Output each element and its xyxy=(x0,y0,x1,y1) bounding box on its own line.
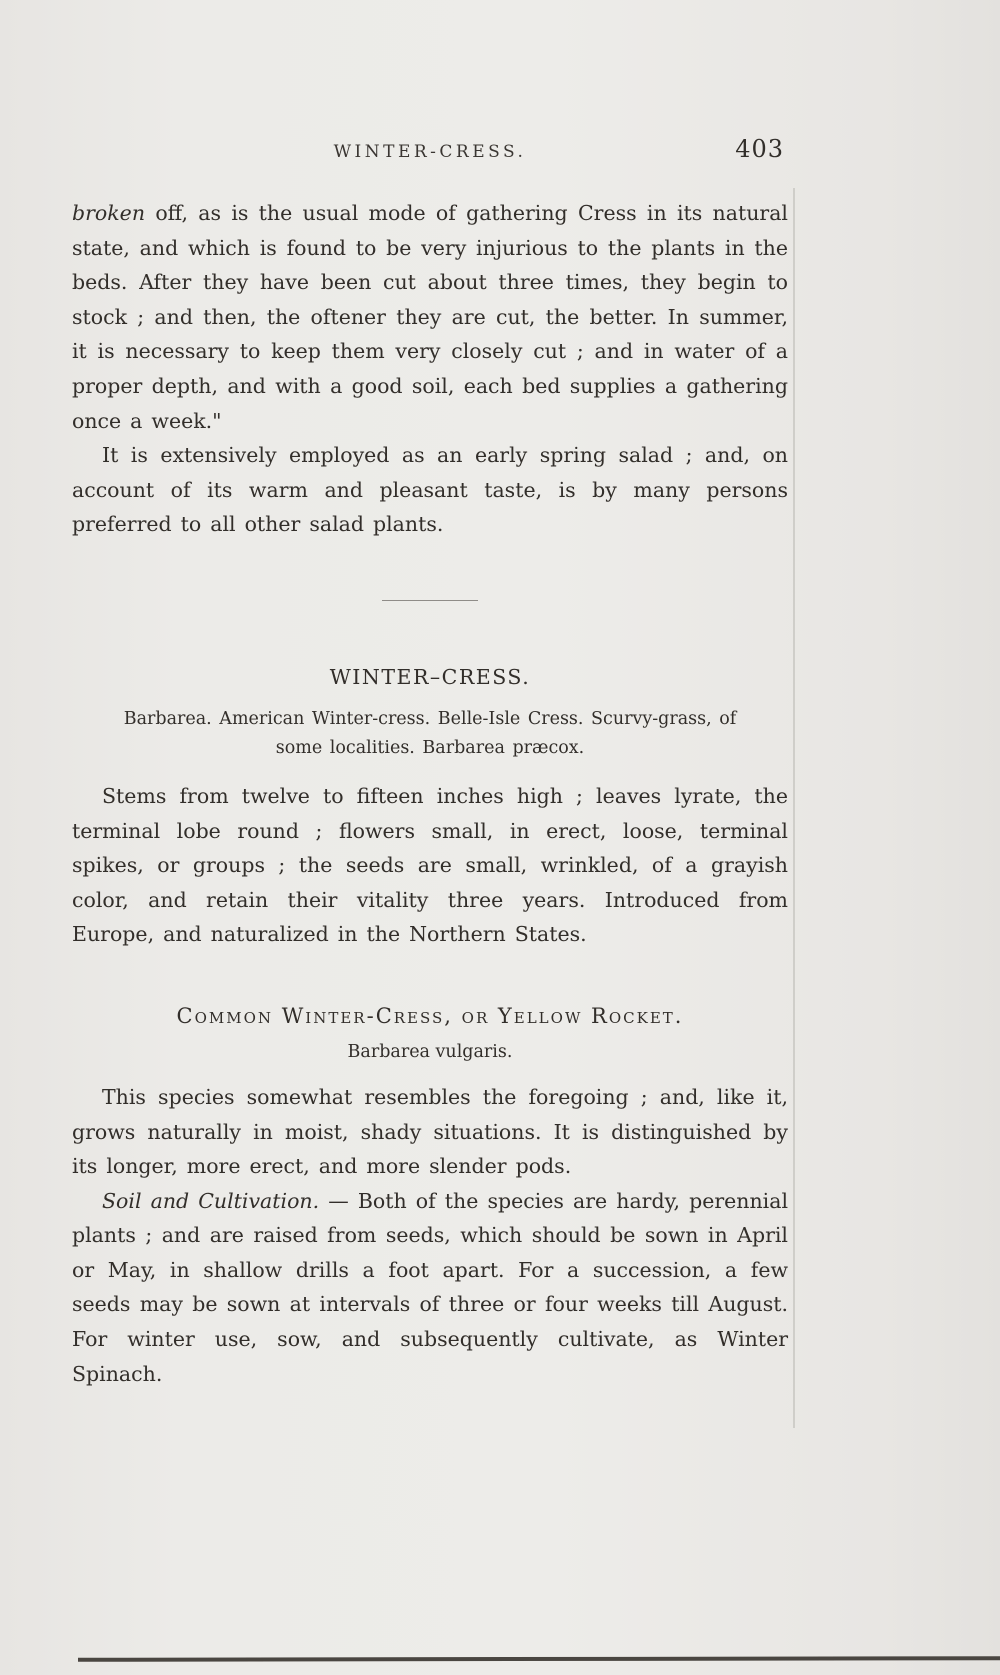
synonym-line: Barbarea. American Winter-cress. Belle-Isle Cress. Scurvy-grass, of some localities. Barbarea præcox. xyxy=(123,708,737,758)
species-heading: Common Winter-Cress, or Yellow Rocket. xyxy=(176,1003,684,1028)
scan-bottom-edge xyxy=(78,1656,1000,1662)
section-heading: WINTER–CRESS. xyxy=(329,664,531,689)
latin-name: Barbarea vulgaris. xyxy=(347,1041,513,1062)
paragraph: It is extensively employed as an early spring salad ; and, on account of its warm and pleasant taste, is by many persons preferred to all other salad plants. xyxy=(72,443,788,537)
paragraph: Stems from twelve to fifteen inches high ; leaves lyrate, the terminal lobe round ; flowers small, in erect, loose, terminal spikes, or groups ; the seeds are small, wrinkled, of a grayish color, and retain their vitality three years. Introduced from Europe, and naturalized in the Northern States. xyxy=(72,783,788,947)
text-block xyxy=(72,196,788,1391)
paragraph-soil-cultivation xyxy=(72,1184,788,1392)
paragraph: This species somewhat resembles the foregoing ; and, like it, grows naturally in moist, shady situations. It is distinguished by its longer, more erect, and more slender pods. xyxy=(72,1084,788,1179)
paragraph-text: off, as is the usual mode of gathering Cress in its natural state, and which is found to be very injurious to the plants in the beds. After they have been cut about three times, they begin to stock ; and then, the oftener they are cut, the better. In summer, it is necessary to keep them very closely cut ; and in water of a proper depth, and with a good soil, each bed supplies a gathering once a week." xyxy=(72,201,788,433)
page-number: 403 xyxy=(735,135,784,163)
paragraph-continuation xyxy=(72,196,788,438)
page-header xyxy=(72,135,788,170)
italic-lead-phrase: Soil and Cultivation. xyxy=(102,1188,320,1213)
italic-lead-word: broken xyxy=(72,201,146,225)
page-edge-shadow xyxy=(793,188,795,1428)
running-title: WINTER-CRESS. xyxy=(333,142,527,162)
section-divider xyxy=(382,600,478,601)
paragraph-text: — Both of the species are hardy, perennial plants ; and are raised from seeds, which should be sown in April or May, in shallow drills a foot apart. For a succession, a few seeds may be sown at intervals of three or four weeks till August. For winter use, sow, and subsequently cultivate, as Winter Spinach. xyxy=(72,1188,789,1386)
